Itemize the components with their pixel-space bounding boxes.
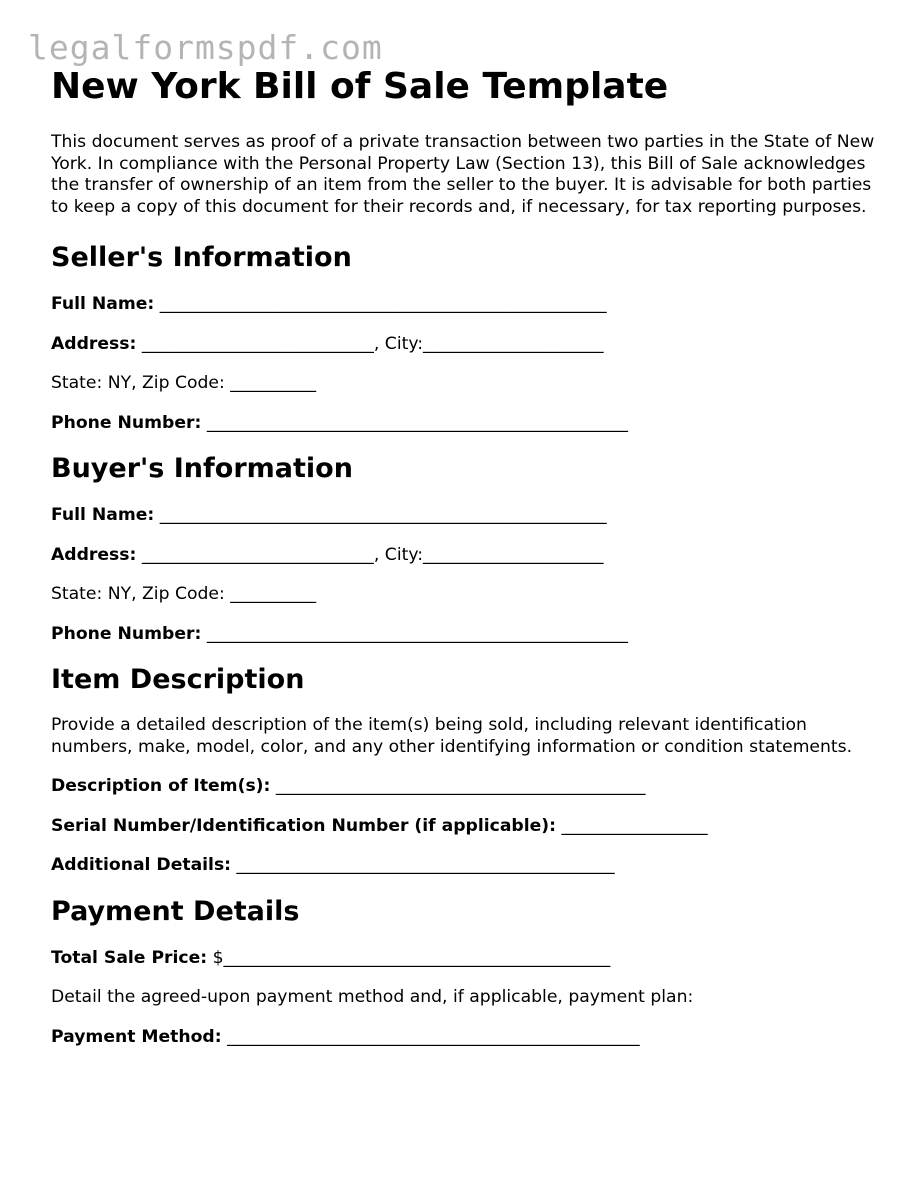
payment-method-field[interactable]: [51, 1026, 891, 1048]
item-additional-label: Additional Details:: [51, 855, 232, 875]
payment-total-label: Total Sale Price:: [51, 947, 208, 968]
buyer-full-name-field[interactable]: [51, 504, 891, 526]
buyer-address-line[interactable]: ___________________________, City:_____________________: [136, 544, 604, 565]
seller-full-name-field[interactable]: [51, 293, 891, 315]
buyer-state-zip-field[interactable]: State: NY, Zip Code: __________: [51, 584, 317, 604]
item-instructions: Provide a detailed description of the item(s) being sold, including relevant identification numbers, make, model, color, and any other identifying information or condition statements.: [51, 715, 853, 757]
buyer-phone-label: Phone Number:: [51, 623, 202, 644]
item-serial-label: Serial Number/Identification Number (if applicable):: [51, 815, 556, 836]
buyer-address-field[interactable]: [51, 544, 891, 566]
seller-section: [51, 240, 891, 434]
seller-full-name-label: Full Name:: [51, 294, 155, 314]
buyer-full-name-label: Full Name:: [51, 505, 155, 525]
item-additional-line[interactable]: ____________________________________________: [231, 855, 615, 875]
item-heading: Item Description: [51, 664, 305, 695]
payment-total-field[interactable]: [51, 947, 891, 969]
buyer-heading: Buyer's Information: [51, 453, 353, 484]
buyer-address-label: Address:: [51, 544, 137, 565]
buyer-phone-field[interactable]: [51, 623, 891, 645]
seller-address-field[interactable]: [51, 333, 891, 355]
seller-phone-label: Phone Number:: [51, 412, 202, 433]
item-additional-field[interactable]: [51, 854, 891, 876]
seller-phone-field[interactable]: [51, 412, 891, 434]
buyer-full-name-line[interactable]: ____________________________________________________: [154, 505, 607, 525]
payment-heading: Payment Details: [51, 895, 300, 927]
seller-address-line[interactable]: ___________________________, City:_____________________: [136, 333, 604, 354]
document-body: [51, 64, 891, 1065]
intro-paragraph: This document serves as proof of a private transaction between two parties in the State of New York. In compliance with the Personal Property Law (Section 13), this Bill of Sale acknowledges the transfer of ownership of an item from the seller to the buyer. It is advisable for both parties to keep a copy of this document for their records and, if necessary, for tax reporting purposes.: [51, 132, 875, 217]
payment-total-line[interactable]: $_____________________________________________: [207, 947, 611, 968]
seller-address-label: Address:: [51, 333, 137, 354]
seller-phone-line[interactable]: _________________________________________________: [201, 412, 628, 433]
seller-full-name-line[interactable]: ____________________________________________________: [154, 294, 607, 314]
seller-heading: Seller's Information: [51, 242, 352, 273]
buyer-section: [51, 451, 891, 645]
item-description-label: Description of Item(s):: [51, 776, 271, 796]
item-serial-field[interactable]: [51, 815, 891, 837]
payment-method-line[interactable]: ________________________________________________: [221, 1026, 640, 1047]
item-section: [51, 662, 891, 876]
item-serial-line[interactable]: _________________: [556, 815, 708, 836]
page-title: New York Bill of Sale Template: [51, 66, 669, 107]
payment-method-instructions: Detail the agreed-upon payment method and, if applicable, payment plan:: [51, 987, 694, 1007]
seller-state-zip-field[interactable]: State: NY, Zip Code: __________: [51, 373, 317, 393]
buyer-phone-line[interactable]: _________________________________________________: [201, 623, 628, 644]
payment-method-label: Payment Method:: [51, 1026, 222, 1047]
item-description-line[interactable]: ___________________________________________: [270, 776, 646, 796]
item-description-field[interactable]: [51, 775, 891, 797]
payment-section: [51, 894, 891, 1048]
watermark: legalformspdf.com: [28, 28, 383, 67]
